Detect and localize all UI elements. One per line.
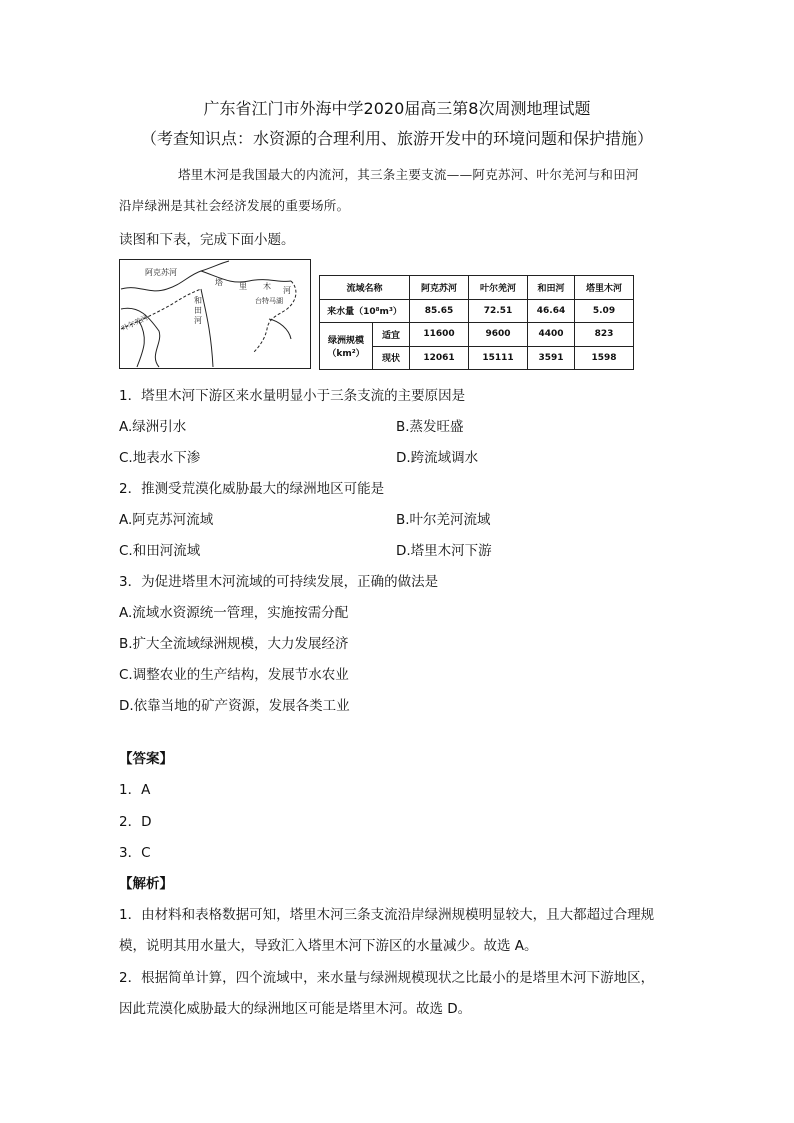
instruction: 读图和下表，完成下面小题。 [119, 232, 295, 248]
label-yerqiang: 叶尔羌河 [120, 313, 150, 333]
question-3-option-d: D.依靠当地的矿产资源，发展各类工业 [119, 698, 350, 714]
question-3-stem: 3．为促进塔里木河流域的可持续发展，正确的做法是 [119, 574, 439, 590]
table-row-label: 来水量（10⁸m³） [320, 299, 410, 323]
question-2-option-b: B.叶尔羌河流域 [396, 512, 491, 528]
table-cell: 11600 [410, 323, 469, 347]
label-he: 河 [283, 286, 291, 295]
table-header-cell: 塔里木河 [574, 276, 633, 300]
table-cell: 4400 [528, 323, 575, 347]
answer-1: 1．A [119, 782, 151, 798]
label-hetian-1: 和 [194, 296, 202, 305]
analysis-1-line-2: 模，说明其用水量大，导致汇入塔里木河下游区的水量减少。故选 A。 [119, 938, 538, 954]
table-oasis-label: 绿洲规模（km²） [320, 323, 373, 370]
question-1-option-a: A.绿洲引水 [119, 419, 187, 435]
table-cell: 823 [574, 323, 633, 347]
question-3-option-a: A.流域水资源统一管理，实施按需分配 [119, 605, 349, 621]
intro-line-1: 塔里木河是我国最大的内流河，其三条主要支流——阿克苏河、叶尔羌河与和田河 [178, 167, 639, 182]
answer-header: 【答案】 [119, 751, 173, 767]
label-taitema-lake: 台特马湖 [255, 297, 283, 305]
label-mu: 木 [263, 282, 271, 291]
label-hetian-2: 田 [194, 306, 202, 315]
answer-3: 3．C [119, 845, 151, 861]
question-2-option-c: C.和田河流域 [119, 543, 201, 559]
question-1-option-b: B.蒸发旺盛 [396, 419, 464, 435]
intro-line-2: 沿岸绿洲是其社会经济发展的重要场所。 [119, 198, 350, 213]
label-li: 里 [239, 282, 247, 291]
question-2-stem: 2．推测受荒漠化威胁最大的绿洲地区可能是 [119, 481, 385, 497]
question-3-option-b: B.扩大全流域绿洲规模，大力发展经济 [119, 636, 349, 652]
table-cell: 5.09 [574, 299, 633, 323]
table-header-cell: 叶尔羌河 [469, 276, 528, 300]
label-aksu: 阿克苏河 [145, 268, 177, 277]
question-2-option-a: A.阿克苏河流域 [119, 512, 214, 528]
question-1-stem: 1．塔里木河下游区来水量明显小于三条支流的主要原因是 [119, 388, 466, 404]
table-cell: 3591 [528, 346, 575, 370]
table-row-label: 适宜 [373, 323, 410, 347]
table-cell: 1598 [574, 346, 633, 370]
analysis-1-line-1: 1．由材料和表格数据可知，塔里木河三条支流沿岸绿洲规模明显较大，且大都超过合理规 [119, 907, 655, 923]
answer-2: 2．D [119, 814, 152, 830]
table-cell: 9600 [469, 323, 528, 347]
page-subtitle: （考查知识点：水资源的合理利用、旅游开发中的环境问题和保护措施） [140, 129, 653, 148]
analysis-header: 【解析】 [119, 876, 173, 892]
table-cell: 85.65 [410, 299, 469, 323]
table-row-header [320, 276, 634, 300]
table-header-cell: 和田河 [528, 276, 575, 300]
question-1-option-c: C.地表水下渗 [119, 450, 201, 466]
table-row-suitable [320, 323, 634, 347]
label-hetian-3: 河 [194, 316, 202, 325]
page-title: 广东省江门市外海中学2020届高三第8次周测地理试题 [203, 99, 591, 118]
runoff-oasis-table [319, 275, 634, 370]
table-row-inflow [320, 299, 634, 323]
label-ta: 塔 [215, 278, 223, 287]
table-cell: 12061 [410, 346, 469, 370]
analysis-2-line-2: 因此荒漠化威胁最大的绿洲地区可能是塔里木河。故选 D。 [119, 1001, 472, 1017]
question-2-option-d: D.塔里木河下游 [396, 543, 492, 559]
table-header-cell: 流域名称 [320, 276, 410, 300]
question-3-option-c: C.调整农业的生产结构，发展节水农业 [119, 667, 349, 683]
table-cell: 72.51 [469, 299, 528, 323]
table-row-label: 现状 [373, 346, 410, 370]
question-1-option-d: D.跨流域调水 [396, 450, 479, 466]
tarim-river-map [119, 259, 311, 369]
table-cell: 15111 [469, 346, 528, 370]
table-cell: 46.64 [528, 299, 575, 323]
analysis-2-line-1: 2．根据简单计算，四个流域中，来水量与绿洲规模现状之比最小的是塔里木河下游地区， [119, 970, 655, 986]
table-header-cell: 阿克苏河 [410, 276, 469, 300]
